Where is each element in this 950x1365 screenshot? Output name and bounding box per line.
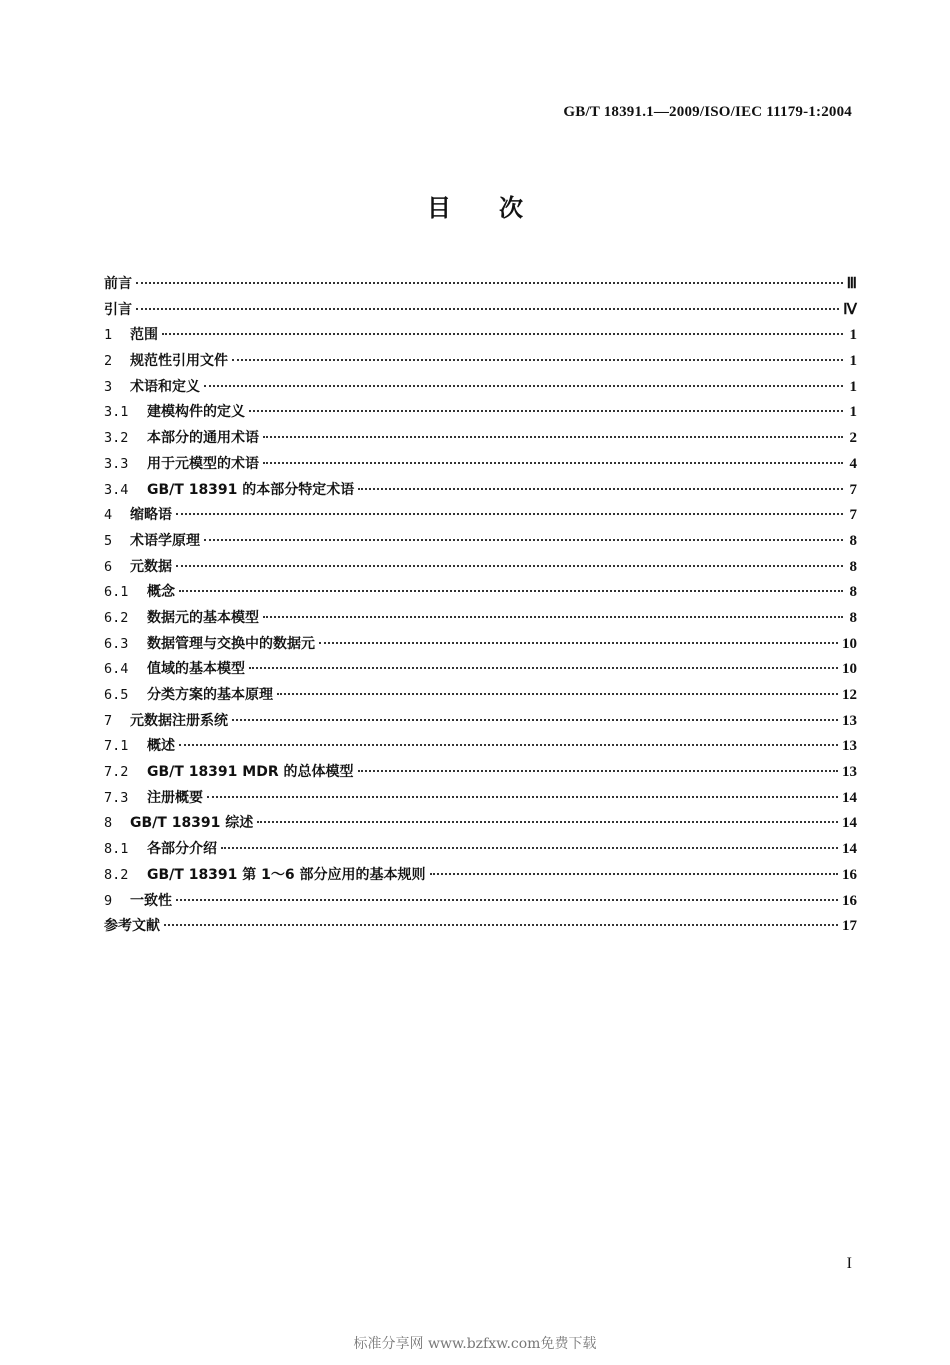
toc-entry-page: 14 (842, 841, 857, 858)
toc-entry-title: 数据管理与交换中的数据元 (147, 635, 315, 652)
toc-entry[interactable] (104, 479, 857, 505)
toc-entry[interactable] (104, 838, 857, 864)
toc-entry-number: 1 (104, 327, 113, 344)
dot-leader (263, 616, 843, 618)
toc-entry-page: 14 (842, 815, 857, 832)
toc-entry-page: 8 (849, 558, 857, 575)
dot-leader (179, 744, 838, 746)
dot-leader (319, 642, 838, 644)
dot-leader (358, 770, 839, 772)
toc-entry-number: 3.1 (104, 404, 129, 421)
dot-leader (162, 333, 843, 335)
toc-entry-title: 概念 (147, 584, 175, 601)
toc-entry-page: 1 (849, 378, 857, 395)
dot-leader (176, 899, 838, 901)
toc-entry[interactable] (104, 273, 857, 299)
toc-entry-page: 13 (842, 712, 857, 729)
toc-entry-number: 3.2 (104, 430, 129, 447)
toc-entry-title: 引言 (104, 301, 132, 318)
toc-entry-number: 3.4 (104, 481, 129, 498)
dot-leader (263, 462, 843, 464)
toc-entry-number: 6 (104, 558, 113, 575)
toc-entry-title: 参考文献 (104, 918, 160, 935)
toc-entry-number: 6.1 (104, 584, 129, 601)
toc-entry[interactable] (104, 735, 857, 761)
toc-entry-page: 16 (842, 892, 857, 909)
toc-entry-number: 8 (104, 815, 113, 832)
toc-entry-page: Ⅳ (843, 301, 857, 318)
toc-entry[interactable] (104, 299, 857, 325)
toc-entry-title: 用于元模型的术语 (147, 455, 259, 472)
toc-entry[interactable] (104, 530, 857, 556)
toc-entry-number: 3 (104, 378, 113, 395)
toc-entry-title: 分类方案的基本原理 (147, 687, 273, 703)
dot-leader (277, 693, 838, 695)
dot-leader (136, 308, 839, 310)
table-of-contents (104, 273, 857, 941)
toc-entry[interactable] (104, 376, 857, 402)
toc-entry-page: 8 (849, 584, 857, 601)
toc-entry-number: 7.2 (104, 764, 129, 781)
toc-entry[interactable] (104, 350, 857, 376)
standard-number: GB/T 18391.1—2009/ISO/IEC 11179-1:2004 (563, 104, 852, 120)
dot-leader (176, 513, 843, 515)
dot-leader (207, 796, 838, 798)
toc-entry-page: 7 (849, 481, 857, 498)
dot-leader (221, 847, 838, 849)
page-title (0, 188, 950, 223)
toc-entry-page: 14 (842, 789, 857, 806)
toc-entry-title: 元数据 (130, 558, 172, 575)
dot-leader (358, 488, 843, 490)
dot-leader (176, 565, 843, 567)
toc-entry[interactable] (104, 581, 857, 607)
toc-entry[interactable] (104, 607, 857, 633)
toc-entry-page: 8 (849, 609, 857, 626)
toc-entry-page: 10 (842, 635, 857, 652)
toc-entry-title: 概述 (147, 738, 175, 755)
dot-leader (204, 385, 843, 387)
toc-entry-title: GB/T 18391 的本部分特定术语 (147, 481, 355, 498)
toc-entry-title: 术语学原理 (130, 532, 200, 549)
toc-entry-title: GB/T 18391 综述 (130, 815, 254, 832)
toc-entry-title: 值域的基本模型 (147, 661, 245, 678)
toc-entry-page: 1 (849, 353, 857, 370)
toc-entry-page: Ⅲ (846, 276, 857, 292)
toc-entry-number: 5 (104, 532, 113, 549)
toc-entry-page: 2 (849, 430, 857, 447)
toc-entry-title: 规范性引用文件 (130, 353, 228, 370)
toc-entry[interactable] (104, 427, 857, 453)
title-char: 次 (499, 194, 523, 222)
dot-leader (249, 667, 838, 669)
dot-leader (249, 410, 843, 412)
toc-entry-number: 8.1 (104, 841, 129, 858)
toc-entry[interactable] (104, 915, 857, 941)
toc-entry-number: 2 (104, 353, 113, 370)
toc-entry-number: 4 (104, 507, 113, 524)
toc-entry[interactable] (104, 453, 857, 479)
toc-entry-title: 范围 (130, 327, 158, 344)
toc-entry[interactable] (104, 812, 857, 838)
toc-entry[interactable] (104, 556, 857, 582)
dot-leader (136, 282, 843, 284)
dot-leader (232, 719, 838, 721)
toc-entry[interactable] (104, 401, 857, 427)
toc-entry-title: GB/T 18391 第 1～6 部分应用的基本规则 (147, 866, 426, 883)
toc-entry[interactable] (104, 761, 857, 787)
toc-entry-page: 13 (842, 764, 857, 781)
toc-entry-title: 术语和定义 (130, 378, 200, 395)
toc-entry-page: 16 (842, 866, 857, 883)
toc-entry-title: 元数据注册系统 (130, 712, 228, 729)
toc-entry[interactable] (104, 787, 857, 813)
toc-entry-page: 17 (842, 918, 857, 935)
toc-entry[interactable] (104, 710, 857, 736)
toc-entry-number: 6.5 (104, 687, 129, 703)
toc-entry[interactable] (104, 504, 857, 530)
toc-entry-title: 前言 (104, 276, 132, 292)
toc-entry-title: GB/T 18391 MDR 的总体模型 (147, 764, 354, 781)
dot-leader (179, 590, 843, 592)
dot-leader (204, 539, 843, 541)
toc-entry-title: 本部分的通用术语 (147, 430, 259, 447)
title-char: 目 (427, 194, 451, 222)
toc-entry-page: 8 (849, 532, 857, 549)
toc-entry[interactable] (104, 864, 857, 890)
toc-entry-number: 7.1 (104, 738, 129, 755)
dot-leader (164, 924, 838, 926)
toc-entry-page: 4 (849, 455, 857, 472)
toc-entry-number: 9 (104, 892, 113, 909)
toc-entry[interactable] (104, 684, 857, 710)
toc-entry-page: 13 (842, 738, 857, 755)
toc-entry-page: 12 (842, 687, 857, 703)
toc-entry-page: 10 (842, 661, 857, 678)
toc-entry[interactable] (104, 890, 857, 916)
toc-entry-title: 注册概要 (147, 789, 203, 806)
toc-entry-page: 7 (849, 507, 857, 524)
toc-entry-number: 7 (104, 712, 113, 729)
toc-entry-page: 1 (849, 404, 857, 421)
toc-entry-number: 6.2 (104, 609, 129, 626)
toc-entry-title: 缩略语 (130, 507, 172, 524)
dot-leader (430, 873, 838, 875)
toc-entry-number: 6.3 (104, 635, 129, 652)
toc-entry-number: 8.2 (104, 866, 129, 883)
dot-leader (263, 436, 843, 438)
toc-entry[interactable] (104, 324, 857, 350)
dot-leader (257, 821, 838, 823)
toc-entry-number: 6.4 (104, 661, 129, 678)
toc-entry-title: 数据元的基本模型 (147, 609, 259, 626)
toc-entry-title: 建模构件的定义 (147, 404, 245, 421)
toc-entry[interactable] (104, 633, 857, 659)
footer-watermark: 标准分享网 www.bzfxw.com免费下载 (353, 1336, 597, 1352)
toc-entry[interactable] (104, 658, 857, 684)
page-number: I (846, 1255, 852, 1272)
toc-entry-number: 7.3 (104, 789, 129, 806)
toc-entry-title: 各部分介绍 (147, 841, 217, 858)
dot-leader (232, 359, 843, 361)
toc-entry-page: 1 (849, 327, 857, 344)
toc-entry-title: 一致性 (130, 892, 172, 909)
toc-entry-number: 3.3 (104, 455, 129, 472)
